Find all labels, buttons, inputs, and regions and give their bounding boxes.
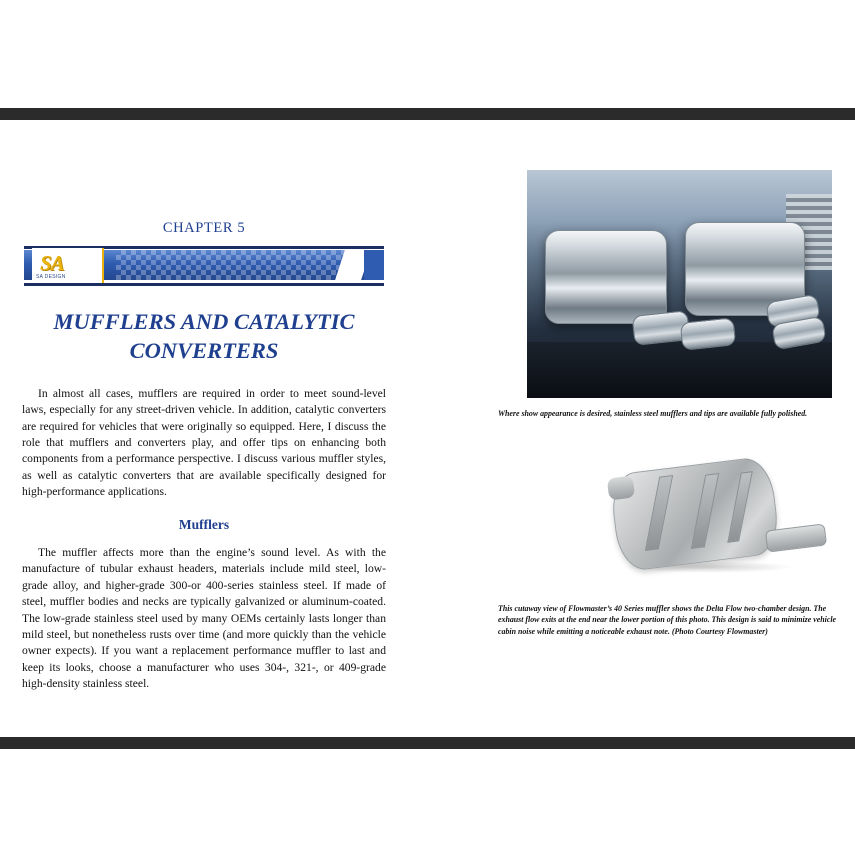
figure-caption-2: This cutaway view of Flowmaster’s 40 Series muffler shows the Delta Flow two-chamber design. The exhaust flow exits at the end near the lower portion of this photo. This design is said to minimize vehicle cabin noise while emitting a noticeable exhaust note. (Photo Courtesy Flowmaster) [498, 604, 837, 636]
banner-blue-end [364, 250, 384, 280]
photo-foreground-floor [527, 342, 832, 398]
flowmaster-40-series-cutaway-photo [606, 441, 855, 591]
intro-paragraph: In almost all cases, mufflers are required in order to meet sound-level laws, especially for any street-driven vehicle. In addition, catalytic converters are required for vehicles that were originally so equipped. Here, I discuss the role that mufflers and converters play, and offer tips on enhancing both components from a performance perspective. I discuss various muffler styles, as well as catalytic converters that are available specifically designed for high-performance applications. [22, 386, 386, 499]
page-bottom-band [0, 737, 855, 749]
banner-checker-pattern [116, 250, 346, 280]
sa-logo-subtext: SA DESIGN [36, 274, 66, 280]
chapter-label: CHAPTER 5 [162, 220, 246, 236]
banner-bottom-rule [24, 283, 384, 286]
page-top-band [0, 108, 855, 120]
sa-logo-icon: SA [40, 251, 64, 275]
page-content-area [0, 120, 855, 737]
muffler-cutaway-body [609, 456, 782, 573]
left-text-column [22, 220, 386, 705]
sa-design-banner [24, 246, 384, 286]
figure-caption-1: Where show appearance is desired, stainless steel mufflers and tips are available fully polished. [498, 409, 808, 418]
section-heading-mufflers: Mufflers [178, 516, 230, 532]
exhaust-tip-2 [680, 317, 737, 350]
section-paragraph: The muffler affects more than the engine’s sound level. As with the manufacture of tubular exhaust headers, materials include mild steel, low-grade alloy, and higher-grade 300-or 400-series stainless steel. If made of steel, muffler bodies and necks are typically galvanized or aluminum-coated. The low-grade stainless steel used by many OEMs certainly lasts longer than mild steel, but nonetheless rusts over time (and more quickly than the vehicle owner expects). If you want a replacement performance muffler to last and keep its looks, choose a manufacturer who uses 304-, 321-, or 409-grade high-density stainless steel. [22, 545, 386, 691]
polished-stainless-mufflers-photo [527, 170, 832, 398]
muffler-body-left [545, 230, 667, 324]
right-figure-column [498, 170, 838, 637]
chapter-title: MUFFLERS AND CATALYTIC CONVERTERS [53, 309, 355, 363]
